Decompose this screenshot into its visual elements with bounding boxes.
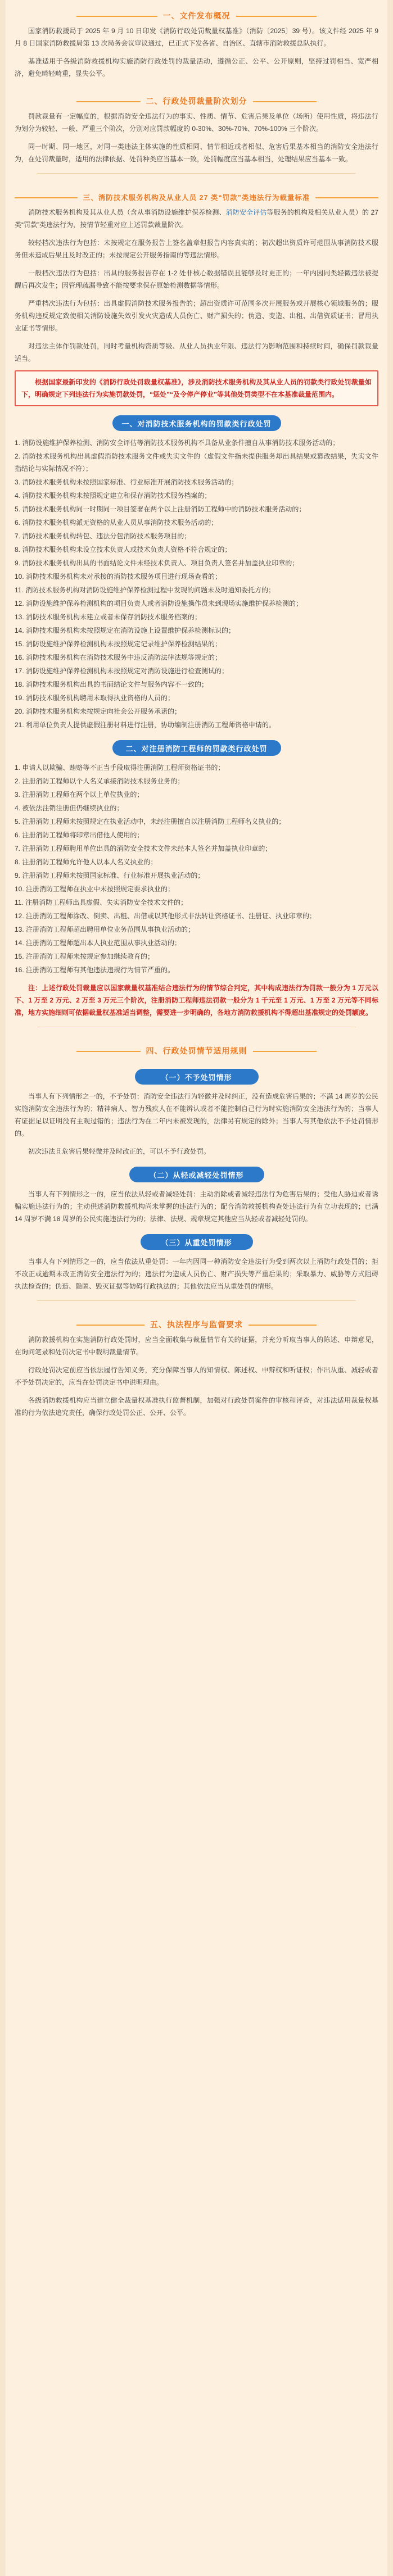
- section-title-text: 二、行政处罚裁量阶次划分: [141, 96, 253, 107]
- list-item: 13. 注册消防工程师超出聘用单位业务范围从事执业活动的；: [15, 926, 195, 933]
- paragraph: 同一时期、同一地区，对同一类违法主体实施的性质相同、情节相近或者相似、危害后果基本相当的消防安全违法行为，在处罚裁量时，适用的法律依据、处罚种类应当基本一致，处罚幅度应当基本相当，处理结果应当基本一致。: [15, 143, 378, 163]
- list-item: 5. 注册消防工程师未按照规定在执业活动中，未经注册擅自以注册消防工程师名义执业的；: [15, 818, 286, 826]
- notice-text: 根据国家最新印发的《消防行政处罚裁量权基准》，涉及消防技术服务机构及其从业人员的罚款类行政处罚裁量如下，明确规定下列违法行为实施罚款处罚，“惩处”“及令停产停业”等其他处罚类型不在本基准裁量范围内。: [21, 378, 372, 398]
- paragraph: 当事人有下列情形之一的，应当依法从轻或者减轻处罚：主动消除或者减轻违法行为危害后果的；受他人胁迫或者诱骗实施违法行为的；主动供述消防救援机构尚未掌握的违法行为的；配合消防救援机构查处违法行为有立功表现的；已满 14 周岁不满 18 周岁的公民实施违法行为的；法律、法规、规章规定其他应当从轻或者减轻处罚的。: [15, 1190, 378, 1223]
- paragraph-intro: [15, 206, 378, 231]
- paragraph: 消防救援机构在实施消防行政处罚时，应当全面收集与裁量情节有关的证据，并充分听取当事人的陈述、申辩意见，在询问笔录和处罚决定书中载明裁量情节。: [15, 1336, 378, 1356]
- divider: [37, 173, 356, 174]
- section-title-text: 五、执法程序与监督要求: [144, 1319, 249, 1330]
- engineer-violation-list: [15, 761, 378, 976]
- list-item: 16. 消防技术服务机构在消防技术服务中违反消防法律法规等规定的；: [15, 654, 222, 661]
- list-item: 11. 消防技术服务机构对消防设施维护保养检测过程中发现的问题未及时通知委托方的；: [15, 586, 275, 594]
- paragraph: 一般档次违法行为包括：出具的服务报告存在 1-2 处非核心数据错误且能够及时更正的；一年内因同类轻微违法被提醒后再次发生；因管理疏漏导致不能按要求保存原始检测数据等情形。: [15, 269, 378, 289]
- subsection-header-institutions: 一、对消防技术服务机构的罚款类行政处罚: [112, 415, 281, 431]
- subheader-no-penalty: （一）不予处罚情形: [135, 1069, 259, 1085]
- list-item: 2. 消防技术服务机构出具虚假消防技术服务文件或失实文件的（虚假文件指未提供服务却出具结果或篡改结果，失实文件指结论与实际情况不符）；: [15, 452, 378, 473]
- section-title-3: [15, 182, 378, 206]
- list-item: 10. 消防技术服务机构未对承接的消防技术服务项目进行现场查看的；: [15, 573, 222, 580]
- list-item: 14. 注册消防工程师超出本人执业范围从事执业活动的；: [15, 939, 182, 947]
- paragraph: 国家消防救援局于 2025 年 9 月 10 日印发《消防行政处罚裁量权基准》（消防〔2025〕39 号）。该文件经 2025 年 9 月 8 日国家消防救援局第 13 次局务会议审议通过，已正式下发各省、自治区、直辖市消防救援总队执行。: [15, 27, 378, 47]
- list-item: 17. 消防设施维护保养检测机构未按照规定对消防设施进行检查测试的；: [15, 667, 229, 675]
- list-item: 15. 注册消防工程师未按规定参加继续教育的；: [15, 953, 155, 960]
- section-title-4: [15, 1035, 378, 1060]
- list-item: 8. 消防技术服务机构未设立技术负责人或技术负责人资格不符合规定的；: [15, 546, 232, 554]
- list-item: 7. 消防技术服务机构转包、违法分包消防技术服务项目的；: [15, 532, 191, 540]
- right-gutter: [387, 0, 393, 2576]
- paragraph: 严重档次违法行为包括：出具虚假消防技术服务报告的；超出资质许可范围多次开展服务或开展核心领域服务的；服务机构违反规定致使相关消防设施失效引发火灾造成人员伤亡、财产损失的；伪造、变造、出租、出借资质证书；冒用执业证书等情形。: [15, 300, 378, 332]
- list-item: 8. 注册消防工程师允许他人以本人名义执业的；: [15, 858, 157, 866]
- list-item: 12. 注册消防工程师涂改、倒卖、出租、出借或以其他形式非法转让资格证书、注册证、执业印章的；: [15, 912, 317, 920]
- list-item: 6. 注册消防工程师将印章出借他人使用的；: [15, 831, 144, 839]
- section-title-1: [15, 0, 378, 25]
- subheader-heavier-penalty: （三）从重处罚情形: [141, 1234, 253, 1250]
- section-title-5: [15, 1309, 378, 1334]
- list-item: 18. 消防技术服务机构出具的书面结论文件与服务内容不一致的；: [15, 681, 209, 688]
- list-item: 1. 消防设施维护保养检测、消防安全评估等消防技术服务机构不具备从业条件擅自从事消防技术服务活动的；: [15, 439, 340, 447]
- list-item: 7. 注册消防工程师聘用单位出具的消防安全技术文件未经本人签名并加盖执业印章的；: [15, 845, 272, 852]
- subheader-lighter-penalty: （二）从轻或减轻处罚情形: [129, 1167, 264, 1182]
- list-item: 4. 被依法注销注册但仍继续执业的；: [15, 804, 124, 812]
- penalty-note: 注：上述行政处罚裁量应以国家裁量权基准结合违法行为的情节综合判定，其中构成违法行为罚款一般分为 1 万元以下、1 万至 2 万元、2 万至 3 万元三个阶次，注册消防工程师违法罚款一般分为 1 千元至 1 万元、1 万至 2 万元等不同标准，地方实施细则可依据裁量权基准适当调整，需要进一步明确的，各地方消防救援机构不得超出基准规定的处罚额度。: [15, 984, 378, 1017]
- list-item: 16. 注册消防工程师有其他违法违规行为情节严重的。: [15, 966, 175, 974]
- list-item: 12. 消防设施维护保养检测机构的项目负责人或者消防设施操作员未到现场实施维护保养检测的；: [15, 600, 303, 607]
- paragraph: 对违法主体作罚款处罚，同时考量机构资质等级、从业人员执业年限、违法行为影响范围和持续时间，确保罚款裁量适当。: [15, 342, 378, 362]
- list-item: 21. 利用单位负责人提供虚假注册材料进行注册，协助编制注册消防工程师资格申请的。: [15, 721, 276, 729]
- left-gutter: [0, 0, 6, 2576]
- section-title-2: [15, 85, 378, 110]
- section-title-text: 一、文件发布概况: [157, 10, 236, 21]
- list-item: 9. 消防技术服务机构出具的书面结论文件未经技术负责人、项目负责人签名并加盖执业印章的；: [15, 559, 299, 567]
- list-item: 1. 申请人以欺骗、贿赂等不正当手段取得注册消防工程师资格证书的；: [15, 764, 225, 772]
- list-item: 10. 注册消防工程师在执业中未按照规定要求执业的；: [15, 885, 175, 893]
- list-item: 19. 消防技术服务机构聘用未取得执业资格的人员的；: [15, 694, 175, 702]
- paragraph: 当事人有下列情形之一的，不予处罚：消防安全违法行为轻微并及时纠正，没有造成危害后果的；不满 14 周岁的公民实施消防安全违法行为的；精神病人、智力残疾人在不能辨认或者不能控制自己行为时实施消防安全违法行为的；当事人有证据足以证明没有主观过错的；违法行为在二年内未被发现的，法律另有规定的除外；当事人有其他依法不予处罚情形的。: [15, 1092, 378, 1137]
- section-title-text: 四、行政处罚情节适用规则: [141, 1045, 253, 1056]
- list-item: 5. 消防技术服务机构同一时期同一项目签署在两个以上注册消防工程师中的消防技术服务活动的；: [15, 505, 306, 513]
- list-item: 13. 消防技术服务机构未建立或者未保存消防技术服务档案的；: [15, 613, 202, 621]
- list-item: 6. 消防技术服务机构派无资格的从业人员从事消防技术服务活动的；: [15, 519, 218, 527]
- paragraph: 基准适用于各级消防救援机构实施消防行政处罚的裁量活动，遵循公正、公平、公开原则，坚持过罚相当、宽严相济，避免畸轻畸重，显失公平。: [15, 57, 378, 78]
- list-item: 14. 消防技术服务机构未按照规定在消防设施上设置维护保养检测标识的；: [15, 627, 236, 634]
- list-item: 3. 注册消防工程师在两个以上单位执业的；: [15, 791, 144, 799]
- paragraph: 较轻档次违法行为包括：未按规定在服务报告上签名盖章但报告内容真实的；初次超出资质许可范围从事消防技术服务但未造成后果且及时改正的；未按规定公开服务指南的等违法情形。: [15, 239, 378, 259]
- paragraph: 各级消防救援机构应当建立健全裁量权基准执行监督机制，加强对行政处罚案件的审核和评查，对违法适用裁量权基准的行为依法追究责任，确保行政处罚公正、公开、公平。: [15, 1396, 378, 1417]
- divider: [37, 1300, 356, 1301]
- subsection-header-engineers: 二、对注册消防工程师的罚款类行政处罚: [112, 740, 281, 756]
- institution-violation-list: [15, 437, 378, 731]
- list-item: 2. 注册消防工程师以个人名义承接消防技术服务业务的；: [15, 777, 184, 785]
- paragraph: 当事人有下列情形之一的，应当依法从重处罚：一年内因同一种消防安全违法行为受到两次以上消防行政处罚的；拒不改正或逾期未改正消防安全违法行为的；违法行为造成人员伤亡、财产损失等严重后果的；采取暴力、威胁等方式阻碍执法检查的；伪造、隐匿、毁灭证据等妨碍行政执法的；其他依法应当从重处罚的情形。: [15, 1258, 378, 1290]
- paragraph: 行政处罚决定前应当依法履行告知义务，充分保障当事人的知情权、陈述权、申辩权和听证权；作出从重、减轻或者不予处罚决定的，应当在处罚决定书中说明理由。: [15, 1366, 378, 1386]
- list-item: 9. 注册消防工程师未按照国家标准、行业标准开展执业活动的；: [15, 872, 205, 879]
- highlight-link[interactable]: 消防安全评估: [225, 208, 267, 216]
- list-item: 15. 消防设施维护保养检测机构未按照规定记录维护保养检测结果的；: [15, 640, 222, 648]
- article-body: [15, 0, 378, 1425]
- list-item: 20. 消防技术服务机构未按规定向社会公开服务承诺的；: [15, 708, 182, 715]
- list-item: 3. 消防技术服务机构未按照国家标准、行业标准开展消防技术服务活动的；: [15, 478, 238, 486]
- intro-text-rest: 等服务的机构及相关从业人员）的 27 类“罚款”类违法行为，按情节轻重对应上述罚款裁量阶次。: [15, 208, 378, 229]
- list-item: 11. 注册消防工程师出具虚假、失实消防安全技术文件的；: [15, 899, 188, 906]
- section-title-text: 三、消防技术服务机构及从业人员 27 类“罚款”类违法行为裁量标准: [78, 192, 316, 202]
- notice-box: [15, 370, 378, 406]
- paragraph: 初次违法且危害后果轻微并及时改正的，可以不予行政处罚。: [28, 1148, 211, 1155]
- paragraph: 罚款裁量有一定幅度的，根据消防安全违法行为的事实、性质、情节、危害后果及单位（场所）使用性质，将违法行为划分为较轻、一般、严重三个阶次，分别对应罚款幅度的 0-30%、30%-70%、70%-100% 三个阶次。: [15, 112, 378, 133]
- list-item: 4. 消防技术服务机构未按照规定建立和保存消防技术服务档案的；: [15, 492, 211, 500]
- intro-text: 消防技术服务机构及其从业人员（含从事消防设施维护保养检测、: [28, 208, 226, 216]
